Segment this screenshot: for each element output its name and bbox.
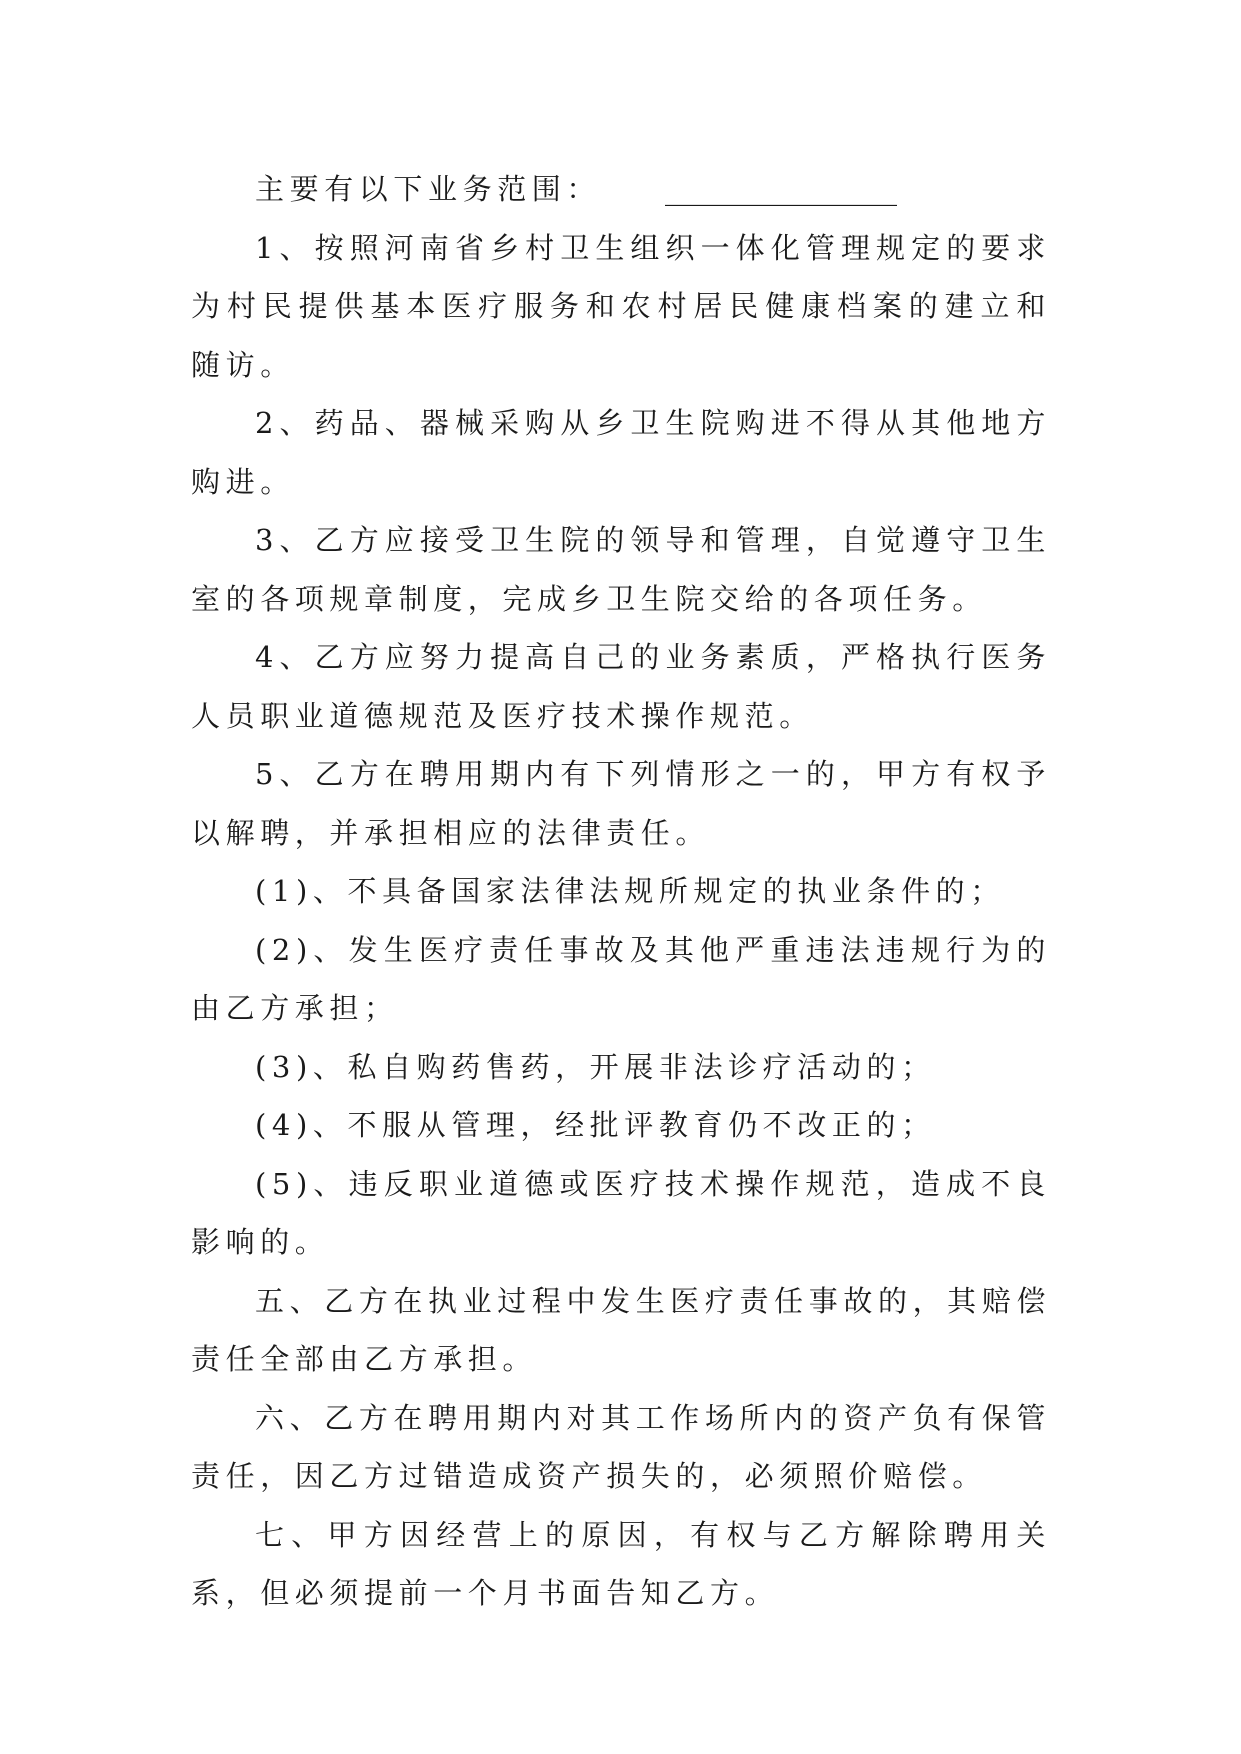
paragraph-subitem-3: (3)、私自购药售药，开展非法诊疗活动的； xyxy=(255,1049,936,1084)
paragraph-item-4: 4、乙方应努力提高自己的业务素质，严格执行医务人员职业道德规范及医疗技术操作规范。 xyxy=(191,640,1051,733)
paragraph-section-5: 五、乙方在执业过程中发生医疗责任事故的，其赔偿责任全部由乙方承担。 xyxy=(191,1283,1051,1376)
document-body xyxy=(191,160,1051,1623)
paragraph-item-2: 2、药品、器械采购从乡卫生院购进不得从其他地方购进。 xyxy=(191,406,1051,499)
paragraph-item-1: 1、按照河南省乡村卫生组织一体化管理规定的要求为村民提供基本医疗服务和农村居民健康档案的建立和随访。 xyxy=(191,230,1051,382)
paragraph-subitem-4: (4)、不服从管理，经批评教育仍不改正的； xyxy=(255,1108,936,1142)
paragraph-section-7: 七、甲方因经营上的原因，有权与乙方解除聘用关系，但必须提前一个月书面告知乙方。 xyxy=(191,1517,1051,1610)
paragraph-item-5: 5、乙方在聘用期内有下列情形之一的，甲方有权予以解聘，并承担相应的法律责任。 xyxy=(191,757,1051,850)
paragraph-text: 主要有以下业务范围： xyxy=(255,172,602,206)
fill-in-blank: ________________ xyxy=(665,172,898,206)
paragraph-subitem-1: (1)、不具备国家法律法规所规定的执业条件的； xyxy=(255,874,1005,908)
paragraph-subitem-5: (5)、违反职业道德或医疗技术操作规范，造成不良影响的。 xyxy=(191,1166,1051,1259)
paragraph-section-6: 六、乙方在聘用期内对其工作场所内的资产负有保管责任，因乙方过错造成资产损失的，必须照价赔偿。 xyxy=(191,1400,1051,1493)
paragraph-subitem-2: (2)、发生医疗责任事故及其他严重违法违规行为的由乙方承担； xyxy=(191,932,1051,1025)
paragraph-item-3: 3、乙方应接受卫生院的领导和管理，自觉遵守卫生室的各项规章制度，完成乡卫生院交给的各项任务。 xyxy=(191,523,1051,616)
paragraph-business-scope xyxy=(191,160,1051,219)
